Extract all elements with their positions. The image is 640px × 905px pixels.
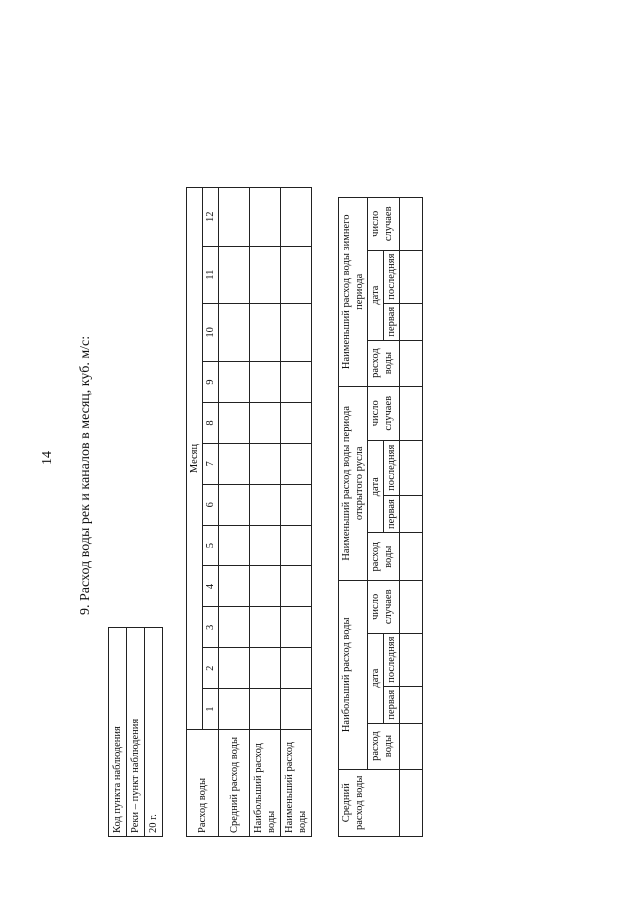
month-header: 7 xyxy=(203,443,219,484)
value-cell[interactable] xyxy=(219,362,250,403)
value-cell[interactable] xyxy=(281,246,312,303)
value-cell[interactable] xyxy=(250,403,281,444)
corner-label: Расход воды xyxy=(187,730,219,837)
value-cell[interactable] xyxy=(400,250,423,303)
date-subheader: дата xyxy=(368,250,384,340)
info-row: 20 г. xyxy=(145,628,163,837)
value-cell[interactable] xyxy=(250,484,281,525)
value-cell[interactable] xyxy=(250,566,281,607)
value-cell[interactable] xyxy=(400,581,423,634)
last-subheader: последняя xyxy=(384,440,400,495)
month-header: 8 xyxy=(203,403,219,444)
month-header: 5 xyxy=(203,525,219,566)
month-header: 1 xyxy=(203,689,219,730)
count-subheader: число случаев xyxy=(368,581,400,634)
value-cell[interactable] xyxy=(250,246,281,303)
row-label: Средний расход воды xyxy=(219,730,250,837)
value-cell[interactable] xyxy=(400,533,423,581)
last-subheader: последняя xyxy=(384,250,400,303)
value-cell[interactable] xyxy=(281,303,312,361)
max-flow-header: Наибольший расход воды xyxy=(339,581,368,769)
month-header: 4 xyxy=(203,566,219,607)
value-cell[interactable] xyxy=(400,633,423,686)
flow-subheader: расход воды xyxy=(368,340,400,386)
mean-flow-header: Средний расход воды xyxy=(339,769,400,836)
value-cell[interactable] xyxy=(400,303,423,340)
value-cell[interactable] xyxy=(250,607,281,648)
value-cell[interactable] xyxy=(400,198,423,251)
value-cell[interactable] xyxy=(250,525,281,566)
info-row: Реки – пункт наблюдения xyxy=(127,628,145,837)
month-header: 12 xyxy=(203,188,219,247)
value-cell[interactable] xyxy=(281,443,312,484)
value-cell[interactable] xyxy=(250,188,281,247)
value-cell[interactable] xyxy=(250,362,281,403)
value-cell[interactable] xyxy=(400,495,423,533)
page-number: 14 xyxy=(40,451,55,465)
first-subheader: первая xyxy=(384,495,400,533)
flow-subheader: расход воды xyxy=(368,723,400,769)
first-subheader: первая xyxy=(384,686,400,723)
value-cell[interactable] xyxy=(400,340,423,386)
value-cell[interactable] xyxy=(219,525,250,566)
value-cell[interactable] xyxy=(281,362,312,403)
value-cell[interactable] xyxy=(281,689,312,730)
monthly-flow-table xyxy=(186,187,312,837)
value-cell[interactable] xyxy=(219,484,250,525)
extreme-flow-table xyxy=(338,197,423,837)
month-header: 6 xyxy=(203,484,219,525)
value-cell[interactable] xyxy=(219,443,250,484)
count-subheader: число случаев xyxy=(368,386,400,440)
flow-subheader: расход воды xyxy=(368,533,400,581)
value-cell[interactable] xyxy=(250,648,281,689)
value-cell[interactable] xyxy=(219,566,250,607)
value-cell[interactable] xyxy=(281,188,312,247)
value-cell[interactable] xyxy=(400,686,423,723)
observation-info-table xyxy=(108,627,163,837)
date-subheader: дата xyxy=(368,440,384,532)
row-label: Наименьший расход воды xyxy=(281,730,312,837)
section-heading: 9. Расход воды рек и каналов в месяц, куб. м/с: xyxy=(78,335,93,615)
value-cell[interactable] xyxy=(281,607,312,648)
value-cell[interactable] xyxy=(281,484,312,525)
month-header: 11 xyxy=(203,246,219,303)
value-cell[interactable] xyxy=(250,689,281,730)
value-cell[interactable] xyxy=(400,723,423,769)
value-cell[interactable] xyxy=(219,648,250,689)
value-cell[interactable] xyxy=(281,525,312,566)
min-winter-flow-header: Наименьший расход воды зимнего периода xyxy=(339,198,368,387)
value-cell[interactable] xyxy=(250,443,281,484)
month-header: 10 xyxy=(203,303,219,361)
value-cell[interactable] xyxy=(281,566,312,607)
value-cell[interactable] xyxy=(219,303,250,361)
date-subheader: дата xyxy=(368,633,384,723)
count-subheader: число случаев xyxy=(368,198,400,251)
value-cell[interactable] xyxy=(400,386,423,440)
month-header: 2 xyxy=(203,648,219,689)
month-header: 3 xyxy=(203,607,219,648)
min-open-flow-header: Наименьший расход воды периода открытого русла xyxy=(339,386,368,581)
value-cell[interactable] xyxy=(281,403,312,444)
value-cell[interactable] xyxy=(400,440,423,495)
month-group-header: Месяц xyxy=(187,188,203,730)
row-label: Наибольший расход воды xyxy=(250,730,281,837)
value-cell[interactable] xyxy=(219,607,250,648)
value-cell[interactable] xyxy=(400,769,423,836)
value-cell[interactable] xyxy=(250,303,281,361)
first-subheader: первая xyxy=(384,303,400,340)
info-row: Код пункта наблюдения xyxy=(109,628,127,837)
value-cell[interactable] xyxy=(281,648,312,689)
value-cell[interactable] xyxy=(219,689,250,730)
value-cell[interactable] xyxy=(219,188,250,247)
value-cell[interactable] xyxy=(219,403,250,444)
last-subheader: последняя xyxy=(384,633,400,686)
month-header: 9 xyxy=(203,362,219,403)
value-cell[interactable] xyxy=(219,246,250,303)
